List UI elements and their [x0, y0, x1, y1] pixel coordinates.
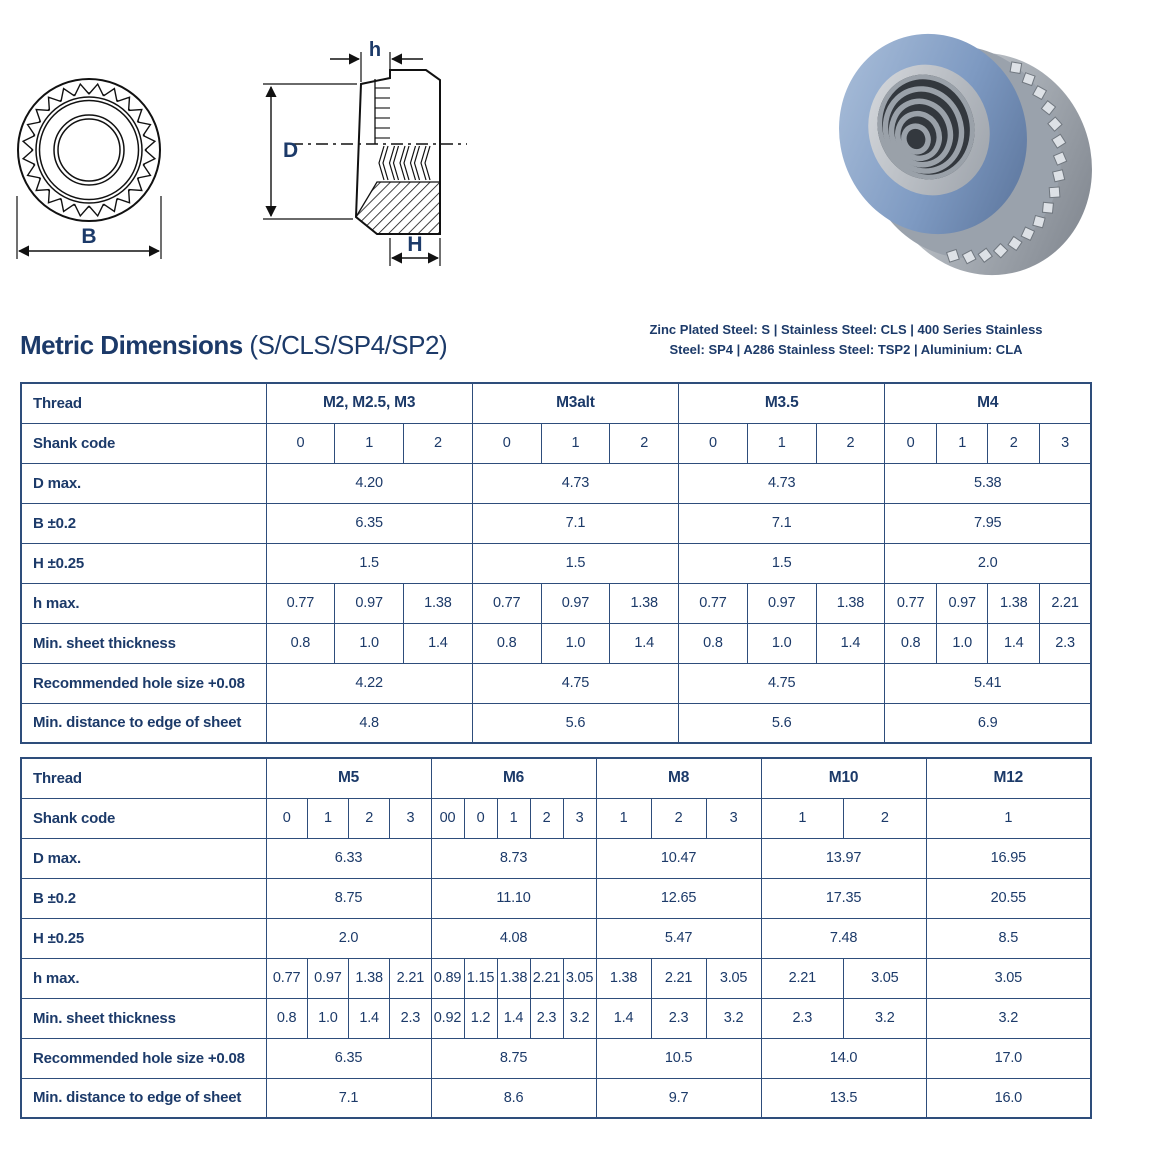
- value-cell: 4.73: [679, 463, 885, 503]
- row-header: Min. distance to edge of sheet: [21, 703, 266, 743]
- value-cell: 2: [610, 423, 679, 463]
- value-cell: 2.21: [390, 958, 431, 998]
- thread-group-header: M3.5: [679, 383, 885, 423]
- value-cell: 17.0: [926, 1038, 1091, 1078]
- value-cell: 3.2: [926, 998, 1091, 1038]
- row-header: B ±0.2: [21, 878, 266, 918]
- material-codes-line2: Steel: SP4 | A286 Stainless Steel: TSP2 | Aluminium: CLA: [669, 342, 1023, 358]
- row-b-0-2: [21, 878, 1091, 918]
- page-title-bold: Metric Dimensions: [20, 330, 243, 360]
- value-cell: 1.5: [266, 543, 472, 583]
- nut-3d-image: [812, 6, 1112, 296]
- value-cell: 1.4: [349, 998, 390, 1038]
- row-min-distance-to-edge-of-sheet: [21, 703, 1091, 743]
- value-cell: 16.0: [926, 1078, 1091, 1118]
- value-cell: 3.05: [844, 958, 927, 998]
- value-cell: 0.97: [307, 958, 348, 998]
- value-cell: 1: [497, 798, 530, 838]
- row-header: B ±0.2: [21, 503, 266, 543]
- value-cell: 0.77: [266, 958, 307, 998]
- thread-group-header: M12: [926, 758, 1091, 798]
- value-cell: 13.97: [761, 838, 926, 878]
- row-header: h max.: [21, 958, 266, 998]
- value-cell: 1.5: [472, 543, 678, 583]
- knurl-tooth: [1042, 202, 1053, 213]
- value-cell: 1.38: [596, 958, 651, 998]
- value-cell: 10.5: [596, 1038, 761, 1078]
- value-cell: 0.97: [541, 583, 610, 623]
- row-recommended-hole-size-0-08: [21, 663, 1091, 703]
- value-cell: 3: [390, 798, 431, 838]
- metric-table-large-threads: [0, 757, 1156, 1119]
- value-cell: 7.95: [885, 503, 1091, 543]
- value-cell: 16.95: [926, 838, 1091, 878]
- value-cell: 1.38: [497, 958, 530, 998]
- top-view-drawing: [8, 28, 188, 268]
- value-cell: 1: [747, 423, 816, 463]
- row-header: Recommended hole size +0.08: [21, 663, 266, 703]
- value-cell: 5.41: [885, 663, 1091, 703]
- thread-group-header: M8: [596, 758, 761, 798]
- thread-group-header: M5: [266, 758, 431, 798]
- value-cell: 14.0: [761, 1038, 926, 1078]
- value-cell: 0: [464, 798, 497, 838]
- value-cell: 0: [266, 798, 307, 838]
- value-cell: 1.4: [610, 623, 679, 663]
- value-cell: 2: [844, 798, 927, 838]
- dimension-table-large-threads: [20, 757, 1092, 1119]
- value-cell: 0: [679, 423, 748, 463]
- value-cell: 4.20: [266, 463, 472, 503]
- value-cell: 2: [988, 423, 1040, 463]
- value-cell: 1: [541, 423, 610, 463]
- value-cell: 0.8: [266, 623, 335, 663]
- value-cell: 0.97: [747, 583, 816, 623]
- value-cell: 2.3: [761, 998, 844, 1038]
- value-cell: 3: [563, 798, 596, 838]
- value-cell: 0.77: [885, 583, 937, 623]
- value-cell: 8.6: [431, 1078, 596, 1118]
- knurl-tooth: [1033, 216, 1045, 228]
- value-cell: 6.35: [266, 503, 472, 543]
- value-cell: 1: [926, 798, 1091, 838]
- value-cell: 1.4: [404, 623, 473, 663]
- value-cell: 0.8: [679, 623, 748, 663]
- value-cell: 8.73: [431, 838, 596, 878]
- row-header: H ±0.25: [21, 543, 266, 583]
- value-cell: 2: [530, 798, 563, 838]
- row-h-max: [21, 583, 1091, 623]
- value-cell: 3: [706, 798, 761, 838]
- thread-group-header: M3alt: [472, 383, 678, 423]
- row-h-max: [21, 958, 1091, 998]
- value-cell: 0.97: [335, 583, 404, 623]
- value-cell: 2: [349, 798, 390, 838]
- value-cell: 4.8: [266, 703, 472, 743]
- value-cell: 2.0: [266, 918, 431, 958]
- value-cell: 1.4: [497, 998, 530, 1038]
- knurl-tooth: [1010, 62, 1022, 74]
- value-cell: 2.3: [530, 998, 563, 1038]
- value-cell: 6.33: [266, 838, 431, 878]
- value-cell: 3.2: [706, 998, 761, 1038]
- row-header: D max.: [21, 463, 266, 503]
- value-cell: 0: [885, 423, 937, 463]
- value-cell: 1.5: [679, 543, 885, 583]
- value-cell: 4.22: [266, 663, 472, 703]
- row-b-0-2: [21, 503, 1091, 543]
- value-cell: 0.77: [472, 583, 541, 623]
- value-cell: 7.1: [472, 503, 678, 543]
- knurl-tooth: [1053, 170, 1065, 182]
- value-cell: 3.2: [844, 998, 927, 1038]
- value-cell: 1: [936, 423, 988, 463]
- value-cell: 3.2: [563, 998, 596, 1038]
- value-cell: 1.15: [464, 958, 497, 998]
- dimension-table-small-threads: [20, 382, 1092, 744]
- value-cell: 1.38: [988, 583, 1040, 623]
- row-min-sheet-thickness: [21, 623, 1091, 663]
- value-cell: 2.21: [530, 958, 563, 998]
- row-recommended-hole-size-0-08: [21, 1038, 1091, 1078]
- value-cell: 1.0: [541, 623, 610, 663]
- value-cell: 20.55: [926, 878, 1091, 918]
- value-cell: 5.47: [596, 918, 761, 958]
- value-cell: 6.35: [266, 1038, 431, 1078]
- value-cell: 3.05: [926, 958, 1091, 998]
- value-cell: 4.73: [472, 463, 678, 503]
- row-thread: [21, 383, 1091, 423]
- value-cell: 0.89: [431, 958, 464, 998]
- value-cell: 2.21: [1040, 583, 1092, 623]
- value-cell: 7.1: [266, 1078, 431, 1118]
- row-header: h max.: [21, 583, 266, 623]
- value-cell: 4.75: [472, 663, 678, 703]
- thread-group-header: M4: [885, 383, 1091, 423]
- value-cell: 4.75: [679, 663, 885, 703]
- value-cell: 0: [472, 423, 541, 463]
- value-cell: 2: [651, 798, 706, 838]
- value-cell: 1.0: [936, 623, 988, 663]
- value-cell: 0.8: [266, 998, 307, 1038]
- value-cell: 8.75: [431, 1038, 596, 1078]
- value-cell: 1.4: [816, 623, 885, 663]
- value-cell: 1: [335, 423, 404, 463]
- value-cell: 0.77: [679, 583, 748, 623]
- row-min-distance-to-edge-of-sheet: [21, 1078, 1091, 1118]
- value-cell: 1.4: [596, 998, 651, 1038]
- value-cell: 0.97: [936, 583, 988, 623]
- section-view-drawing: [253, 22, 485, 284]
- value-cell: 7.48: [761, 918, 926, 958]
- dim-h-small-label: h: [368, 39, 382, 61]
- page-title: Metric Dimensions (S/CLS/SP4/SP2): [20, 330, 448, 360]
- metric-table-small-threads: [0, 382, 1156, 744]
- value-cell: 1.38: [349, 958, 390, 998]
- value-cell: 1.0: [307, 998, 348, 1038]
- value-cell: 1: [761, 798, 844, 838]
- value-cell: 10.47: [596, 838, 761, 878]
- row-thread: [21, 758, 1091, 798]
- thread-group-header: M6: [431, 758, 596, 798]
- value-cell: 1.2: [464, 998, 497, 1038]
- value-cell: 17.35: [761, 878, 926, 918]
- row-header: Shank code: [21, 798, 266, 838]
- value-cell: 2.3: [1040, 623, 1092, 663]
- row-d-max: [21, 838, 1091, 878]
- row-header: Shank code: [21, 423, 266, 463]
- value-cell: 0: [266, 423, 335, 463]
- row-header: D max.: [21, 838, 266, 878]
- row-header: Min. sheet thickness: [21, 998, 266, 1038]
- value-cell: 2: [816, 423, 885, 463]
- value-cell: 0.8: [885, 623, 937, 663]
- value-cell: 6.9: [885, 703, 1091, 743]
- value-cell: 1.38: [404, 583, 473, 623]
- value-cell: 2.3: [390, 998, 431, 1038]
- value-cell: 00: [431, 798, 464, 838]
- row-header: H ±0.25: [21, 918, 266, 958]
- value-cell: 2.0: [885, 543, 1091, 583]
- row-header: Thread: [21, 758, 266, 798]
- value-cell: 2: [404, 423, 473, 463]
- value-cell: 4.08: [431, 918, 596, 958]
- row-header: Recommended hole size +0.08: [21, 1038, 266, 1078]
- dim-h-large-label: H: [407, 233, 423, 256]
- material-codes: [640, 320, 1052, 360]
- value-cell: 3.05: [706, 958, 761, 998]
- value-cell: 11.10: [431, 878, 596, 918]
- value-cell: 1.38: [610, 583, 679, 623]
- value-cell: 9.7: [596, 1078, 761, 1118]
- row-min-sheet-thickness: [21, 998, 1091, 1038]
- bore-circle: [54, 115, 124, 185]
- value-cell: 12.65: [596, 878, 761, 918]
- row-header: Min. sheet thickness: [21, 623, 266, 663]
- value-cell: 5.6: [472, 703, 678, 743]
- row-shank-code: [21, 798, 1091, 838]
- row-d-max: [21, 463, 1091, 503]
- thread-group-header: M10: [761, 758, 926, 798]
- dim-b-label: B: [81, 225, 97, 248]
- serration-teeth: [23, 84, 155, 216]
- thread-group-header: M2, M2.5, M3: [266, 383, 472, 423]
- value-cell: 1.0: [747, 623, 816, 663]
- row-h-0-25: [21, 543, 1091, 583]
- value-cell: 3: [1040, 423, 1092, 463]
- value-cell: 1.0: [335, 623, 404, 663]
- value-cell: 7.1: [679, 503, 885, 543]
- value-cell: 2.21: [761, 958, 844, 998]
- value-cell: 8.5: [926, 918, 1091, 958]
- value-cell: 0.92: [431, 998, 464, 1038]
- value-cell: 2.21: [651, 958, 706, 998]
- value-cell: 1: [596, 798, 651, 838]
- row-header: Min. distance to edge of sheet: [21, 1078, 266, 1118]
- row-shank-code: [21, 423, 1091, 463]
- value-cell: 1: [307, 798, 348, 838]
- value-cell: 0.8: [472, 623, 541, 663]
- dim-d-label: D: [283, 139, 299, 162]
- row-header: Thread: [21, 383, 266, 423]
- value-cell: 5.38: [885, 463, 1091, 503]
- value-cell: 8.75: [266, 878, 431, 918]
- value-cell: 13.5: [761, 1078, 926, 1118]
- drawings-area: [0, 0, 1156, 318]
- section-header: [0, 318, 1156, 382]
- value-cell: 3.05: [563, 958, 596, 998]
- value-cell: 5.6: [679, 703, 885, 743]
- value-cell: 0.77: [266, 583, 335, 623]
- value-cell: 1.4: [988, 623, 1040, 663]
- value-cell: 2.3: [651, 998, 706, 1038]
- knurl-tooth: [1049, 187, 1060, 198]
- material-codes-line1: Zinc Plated Steel: S | Stainless Steel: CLS | 400 Series Stainless: [649, 322, 1043, 337]
- value-cell: 1.38: [816, 583, 885, 623]
- row-h-0-25: [21, 918, 1091, 958]
